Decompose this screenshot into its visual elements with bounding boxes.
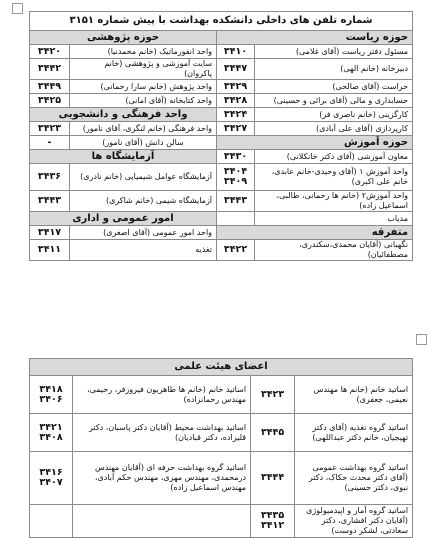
faculty-row	[30, 452, 413, 505]
section-header: متفرقه	[217, 226, 413, 240]
unit-label: کارگزینی (خانم ناصری فر)	[255, 108, 413, 122]
extension-number: ۳۴۲۱ ۳۴۰۸	[30, 414, 73, 452]
extension-number: ۳۴۴۳	[30, 191, 70, 212]
table-row	[30, 59, 413, 80]
section-header: آزمایشگاه ها	[30, 150, 217, 164]
extension-number: ۳۴۱۸ ۳۴۰۶	[30, 376, 73, 414]
extension-number: ۳۴۱۶ ۳۴۰۷	[30, 452, 73, 505]
unit-label: واحد پژوهش (خانم سارا رحمانی)	[70, 80, 217, 94]
extension-number: -	[30, 136, 70, 150]
unit-label: واحد امور عمومی (آقای اصغری)	[70, 226, 217, 240]
extension-number	[217, 212, 255, 226]
faculty-row	[30, 505, 413, 538]
table-row	[30, 136, 413, 150]
extension-number: ۳۴۲۳	[30, 122, 70, 136]
table-anchor-handle[interactable]	[12, 3, 23, 14]
table-row	[30, 80, 413, 94]
phone-directory-table	[29, 11, 413, 261]
unit-label: سایت آموزشی و پژوهشی (خانم پاکروان)	[70, 59, 217, 80]
unit-label: سالن دانش (آقای نامور)	[70, 136, 217, 150]
extension-number: ۳۴۲۴	[217, 108, 255, 122]
table-row	[30, 212, 413, 226]
table-row	[30, 108, 413, 122]
faculty-group-label: اساتید گروه تغذیه (آقای دکتر تهیجیان، خانم دکتر عبداللهی)	[295, 414, 413, 452]
unit-label: واحد آموزش۲ (خانم ها رحمانی، طالبی، اسماعیل زاده)	[255, 191, 413, 212]
unit-label: تغذیه	[70, 240, 217, 261]
section-header: حوزه آموزش	[217, 136, 413, 150]
section-header: حوزه ریاست	[217, 31, 413, 45]
unit-label: آزمایشگاه شیمی (خانم شاکری)	[70, 191, 217, 212]
section-header: واحد فرهنگی و دانشجویی	[30, 108, 217, 122]
extension-number: ۳۴۴۳	[217, 191, 255, 212]
extension-number: ۳۴۲۵	[30, 94, 70, 108]
faculty-group-label	[73, 505, 251, 538]
faculty-phone-table	[29, 358, 413, 538]
unit-label: کارپردازی (آقای علی آبادی)	[255, 122, 413, 136]
section-header: امور عمومی و اداری	[30, 212, 217, 226]
unit-label: آزمایشگاه عوامل شیمیایی (خانم نادری)	[70, 164, 217, 191]
unit-label: نگهبانی (آقایان محمدی،سکندری، مصطفائیان)	[255, 240, 413, 261]
unit-label: واحد آموزش ۱ (آقای وحیدی-خانم عابدی، خانم علی اکبری)	[255, 164, 413, 191]
table-row	[30, 226, 413, 240]
table-row	[30, 150, 413, 164]
extension-number: ۳۴۱۱	[30, 240, 70, 261]
unit-label: واحد انفورماتیک (خانم محمدنیا)	[70, 45, 217, 59]
faculty-group-label: اساتید خانم (خانم ها مهندس نعیمی، جعفری)	[295, 376, 413, 414]
table-row	[30, 164, 413, 191]
table-row	[30, 122, 413, 136]
extension-number: ۳۴۱۷	[30, 226, 70, 240]
extension-number: ۳۴۴۲	[30, 59, 70, 80]
faculty-group-label: اساتید خانم (خانم ها طاهریون فیروزفر، رحیمی، مهندس رحمانزاده)	[73, 376, 251, 414]
table-resize-handle[interactable]	[416, 334, 427, 345]
extension-number: ۳۴۰۴ ۳۴۰۹	[217, 164, 255, 191]
extension-number: ۳۴۳۵ ۳۴۱۲	[251, 505, 295, 538]
extension-number: ۳۴۲۹	[217, 80, 255, 94]
faculty-group-label: اساتید گروه آمار و اپیدمیولوژی (آقایان دکتر افشاری، دکتر سعادتی، لشکر دوست)	[295, 505, 413, 538]
unit-label: مدیاب	[255, 212, 413, 226]
unit-label: حراست (آقای صالحی)	[255, 80, 413, 94]
table-row	[30, 240, 413, 261]
faculty-row	[30, 414, 413, 452]
unit-label: واحد فرهنگی (خانم لنگری، آقای نامور)	[70, 122, 217, 136]
faculty-group-label: اساتید گروه بهداشت عمومی (آقای دکتر محدث حکاک، دکتر نبوی، دکتر حسینی)	[295, 452, 413, 505]
faculty-group-label: اساتید بهداشت محیط (آقایان دکتر پاسبان، دکتر قلیزاده، دکتر قبادیان)	[73, 414, 251, 452]
extension-number: ۳۴۴۴	[251, 452, 295, 505]
extension-number: ۳۴۴۹	[30, 80, 70, 94]
faculty-header-row	[30, 359, 413, 376]
faculty-row	[30, 376, 413, 414]
faculty-group-label: اساتید گروه بهداشت حرفه ای (آقایان مهندس درمحمدی، مهندس مهری، مهندس حکم آبادی، مهندس اسماعیل زاده)	[73, 452, 251, 505]
extension-number: ۳۴۲۲	[217, 240, 255, 261]
extension-number: ۳۴۱۰	[217, 45, 255, 59]
unit-label: واحد کتابخانه (آقای امانی)	[70, 94, 217, 108]
extension-number: ۳۴۳۶	[30, 164, 70, 191]
unit-label: مسئول دفتر ریاست (آقای غلامی)	[255, 45, 413, 59]
faculty-header: اعضای هیئت علمی	[30, 359, 413, 376]
extension-number: ۳۴۲۷	[217, 122, 255, 136]
unit-label: دبیرخانه (خانم الهی)	[255, 59, 413, 80]
extension-number	[30, 505, 73, 538]
section-header: حوزه پژوهشی	[30, 31, 217, 45]
extension-number: ۳۴۴۵	[251, 414, 295, 452]
directory-title: شماره تلفن های داخلی دانشکده بهداشت با پیش شماره ۳۱۵۱	[30, 12, 413, 31]
extension-number: ۳۴۴۷	[217, 59, 255, 80]
unit-label: حسابداری و مالی (آقای برائی و حسینی)	[255, 94, 413, 108]
extension-number: ۳۴۲۸	[217, 94, 255, 108]
table-row	[30, 31, 413, 45]
table-row	[30, 94, 413, 108]
extension-number: ۳۴۲۳	[251, 376, 295, 414]
table-row	[30, 191, 413, 212]
extension-number: ۳۴۳۰	[217, 150, 255, 164]
extension-number: ۳۴۲۰	[30, 45, 70, 59]
title-row	[30, 12, 413, 31]
unit-label: معاون آموزشی (آقای دکتر خانکلانی)	[255, 150, 413, 164]
table-row	[30, 45, 413, 59]
